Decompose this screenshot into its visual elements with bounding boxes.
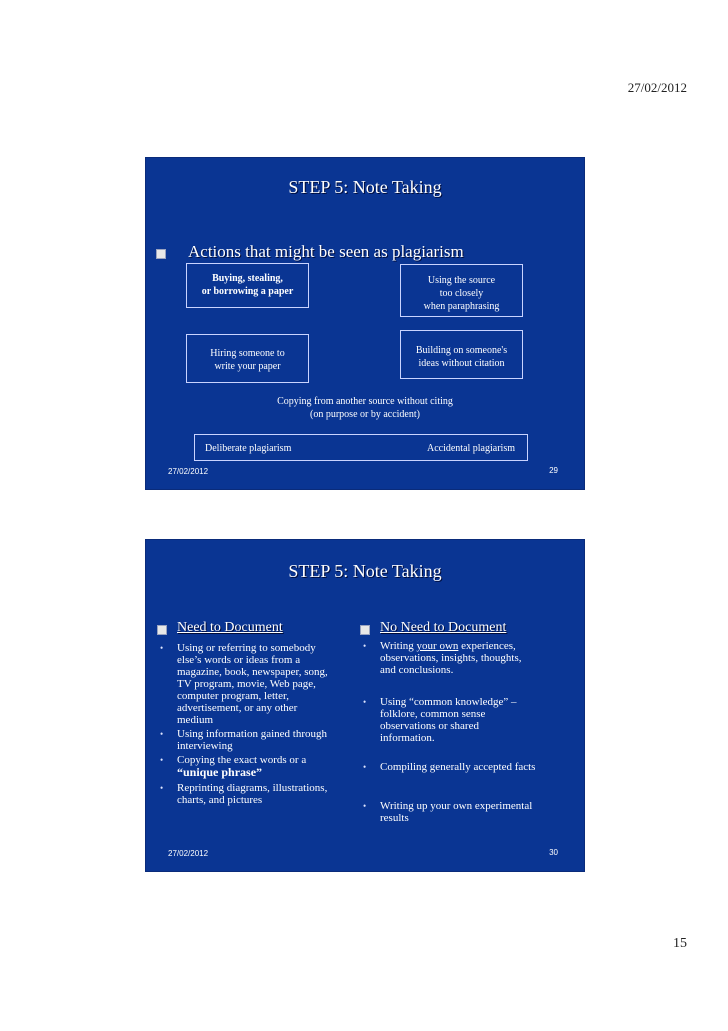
list-item: • Using or referring to somebody else’s words or ideas from a magazine, book, newspaper, song, TV program, movie, Web page, computer program, letter, advertisement, or any other medium bbox=[156, 642, 361, 726]
slide-footer-date: 27/02/2012 bbox=[168, 849, 209, 858]
slide-heading: Actions that might be seen as plagiarism bbox=[188, 242, 464, 261]
list-item: • Writing up your own experimental results bbox=[359, 800, 569, 824]
box-buying-paper: Buying, stealing, or borrowing a paper bbox=[186, 263, 309, 308]
box-using-source: Using the source too closely when paraphrasing bbox=[400, 264, 523, 317]
range-right-label: Accidental plagiarism bbox=[426, 443, 515, 454]
need-to-document-column bbox=[156, 620, 361, 806]
list-item: • Using information gained through interviewing bbox=[156, 728, 361, 752]
plagiarism-range-bar bbox=[194, 434, 528, 461]
page-number: 15 bbox=[673, 936, 687, 951]
slide-footer-page: 30 bbox=[549, 848, 558, 857]
list-item: • Reprinting diagrams, illustrations, charts, and pictures bbox=[156, 782, 361, 806]
page-date: 27/02/2012 bbox=[627, 80, 687, 95]
box-hiring-someone: Hiring someone to write your paper bbox=[186, 334, 309, 383]
slide-30 bbox=[145, 539, 585, 872]
square-bullet-icon bbox=[360, 625, 370, 635]
list-item: • Copying the exact words or a “unique phrase” bbox=[156, 754, 361, 779]
no-need-to-document-heading: No Need to Document bbox=[359, 620, 569, 640]
box-building-ideas: Building on someone's ideas without citation bbox=[400, 330, 523, 379]
slide-footer-date: 27/02/2012 bbox=[168, 467, 209, 476]
square-bullet-icon bbox=[157, 625, 167, 635]
slide-title: STEP 5: Note Taking bbox=[288, 561, 442, 581]
slide-29 bbox=[145, 157, 585, 490]
copying-text: Copying from another source without citing (on purpose or by accident) bbox=[277, 396, 453, 420]
no-need-to-document-column bbox=[359, 620, 569, 824]
list-item: • Using “common knowledge” – folklore, common sense observations or shared information. bbox=[359, 696, 569, 744]
list-item: • Compiling generally accepted facts bbox=[359, 761, 569, 773]
need-to-document-heading: Need to Document bbox=[156, 620, 361, 640]
slide-title: STEP 5: Note Taking bbox=[288, 177, 442, 197]
square-bullet-icon bbox=[156, 249, 166, 259]
list-item: • Writing your own experiences, observations, insights, thoughts, and conclusions. bbox=[359, 640, 569, 676]
slide-footer-page: 29 bbox=[549, 466, 558, 475]
range-left-label: Deliberate plagiarism bbox=[205, 443, 292, 454]
